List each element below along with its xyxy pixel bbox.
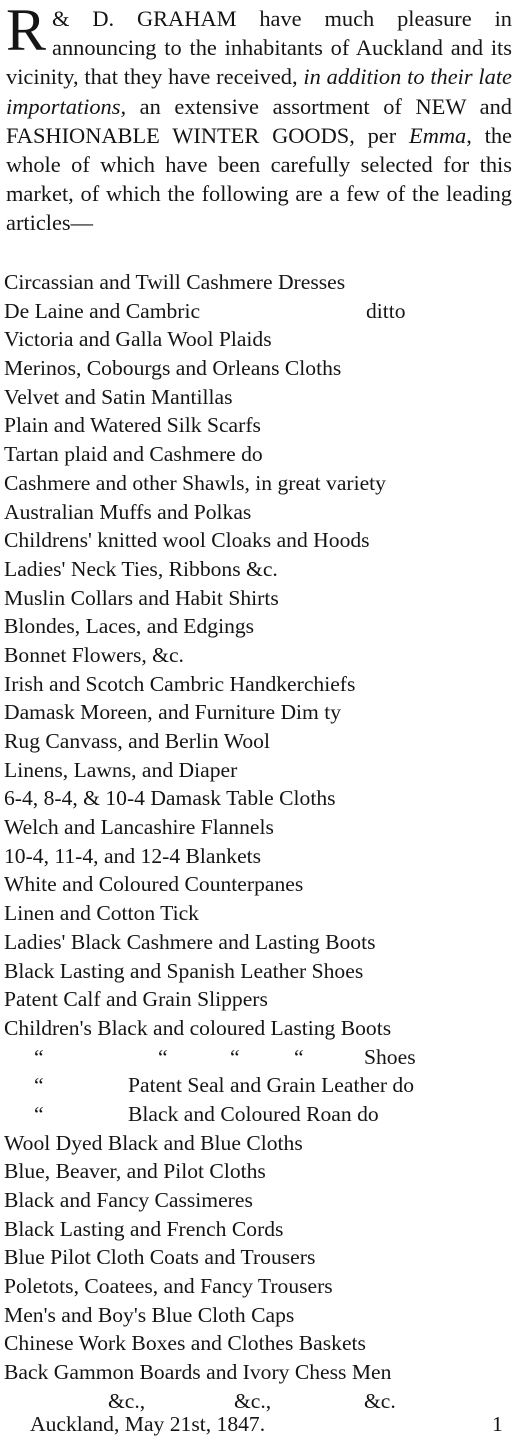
- list-item: Tartan plaid and Cashmere do: [4, 442, 263, 467]
- firm-name: & D. GRAHAM: [52, 6, 237, 31]
- list-item: Rug Canvass, and Berlin Wool: [4, 729, 270, 753]
- list-item: 10-4, 11-4, and 12-4 Blankets: [4, 843, 262, 868]
- ditto-mark: “: [294, 1044, 304, 1069]
- list-item: Bonnet Flowers, &c.: [4, 642, 184, 667]
- ditto-mark: ditto: [366, 298, 406, 323]
- list-item: Back Gammon Boards and Ivory Chess Men: [4, 1360, 392, 1385]
- list-item: Welch and Lancashire Flannels: [4, 815, 274, 840]
- insertion-number: 1: [492, 1412, 503, 1436]
- list-item: White and Coloured Counterpanes: [4, 872, 304, 897]
- list-item: Children's Black and coloured Lasting Boots: [4, 1015, 392, 1040]
- list-item: Velvet and Satin Mantillas: [4, 384, 233, 409]
- list-item: Black and Fancy Cassimeres: [4, 1188, 253, 1212]
- list-item-ditto-slippers: “ Patent Seal and Grain Leather do: [4, 1071, 512, 1100]
- ditto-mark: “: [34, 1073, 44, 1098]
- list-item: Childrens' knitted wool Cloaks and Hoods: [4, 528, 370, 553]
- ditto-mark: “: [34, 1101, 44, 1126]
- list-item: Plain and Watered Silk Scarfs: [4, 413, 261, 438]
- list-item: Muslin Collars and Habit Shirts: [4, 585, 279, 610]
- list-item: Poletots, Coatees, and Fancy Trousers: [4, 1274, 333, 1299]
- intro-paragraph: [6, 0, 512, 238]
- list-item: Men's and Boy's Blue Cloth Caps: [4, 1302, 295, 1327]
- ditto-mark: “: [158, 1044, 168, 1069]
- etc-line: &c., &c., &c.: [108, 1388, 396, 1413]
- list-item: Blue, Beaver, and Pilot Cloths: [4, 1159, 266, 1184]
- list-item: Black Lasting and French Cords: [4, 1216, 284, 1241]
- list-item: Victoria and Galla Wool Plaids: [4, 327, 272, 352]
- list-item: Ladies' Neck Ties, Ribbons &c.: [4, 556, 278, 581]
- list-item: Chinese Work Boxes and Clothes Baskets: [4, 1331, 366, 1356]
- list-item: Blue Pilot Cloth Coats and Trousers: [4, 1245, 316, 1270]
- list-item: Irish and Scotch Cambric Handkerchiefs: [4, 671, 356, 696]
- list-item-ditto-roan: “ Black and Coloured Roan do: [4, 1100, 512, 1129]
- dateline: Auckland, May 21st, 1847.: [30, 1412, 266, 1436]
- ship-name: Emma: [409, 122, 467, 148]
- list-item: Merinos, Cobourgs and Orleans Cloths: [4, 356, 342, 381]
- list-item: 6-4, 8-4, & 10-4 Damask Table Cloths: [4, 786, 336, 811]
- list-item: Ladies' Black Cashmere and Lasting Boots: [4, 929, 376, 954]
- list-item: Linens, Lawns, and Diaper: [4, 757, 238, 782]
- list-item: Wool Dyed Black and Blue Cloths: [4, 1130, 303, 1155]
- list-item: Cashmere and other Shawls, in great variety: [4, 470, 386, 495]
- ditto-mark: “: [34, 1044, 44, 1069]
- list-item: Patent Calf and Grain Slippers: [4, 987, 268, 1012]
- list-item: Linen and Cotton Tick: [4, 901, 199, 926]
- list-item: Blondes, Laces, and Edgings: [4, 614, 255, 639]
- intro-text: & D. GRAHAM have much pleasure in announcing to the inhabitants of Auckland and its vicinity, that they have received, in addition to their late importations, an extensive assortment of NEW and FASHIONABLE WINTER GOODS, per Emma, the whole of which have been carefully selected for this market, of which the following are a few of the leading articles—: [6, 6, 512, 236]
- drop-cap: R: [6, 0, 47, 63]
- list-item: Circassian and Twill Cashmere Dresses: [4, 270, 346, 294]
- list-item: Damask Moreen, and Furniture Dim ty: [4, 700, 342, 725]
- list-item: Australian Muffs and Polkas: [4, 499, 252, 524]
- list-item: Black Lasting and Spanish Leather Shoes: [4, 958, 364, 983]
- ditto-mark: “: [230, 1044, 240, 1069]
- list-item-ditto-shoes: “ “ “ “ Shoes: [4, 1043, 512, 1072]
- list-item: De Laine and Cambric ditto: [4, 297, 512, 326]
- goods-list: [4, 268, 512, 1416]
